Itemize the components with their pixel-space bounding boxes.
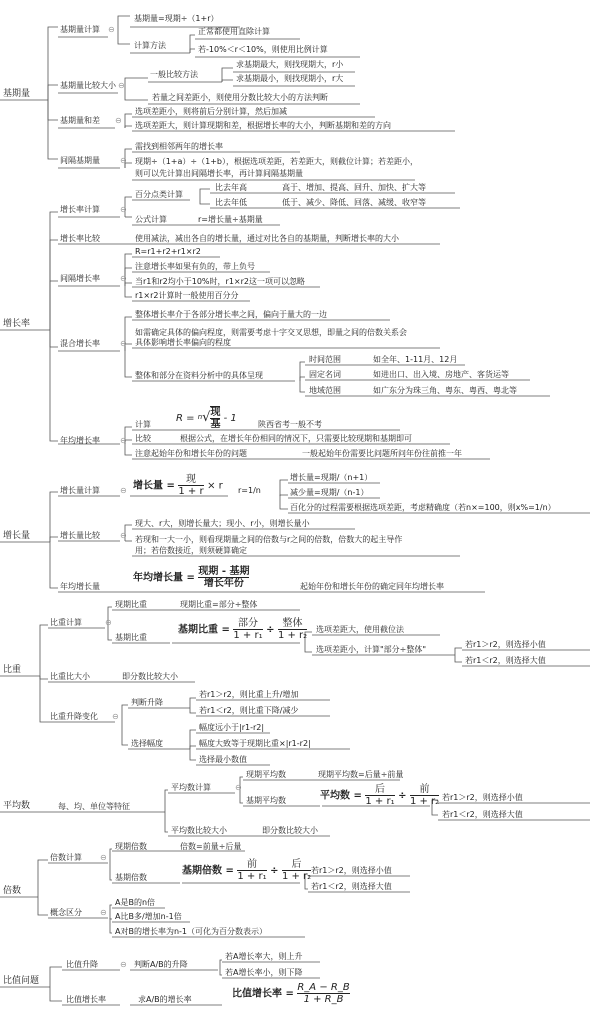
formula-annual-amount [133, 566, 249, 589]
node-current-proportion: 现期比重 [115, 600, 147, 609]
formula-annual-amount-den: 增长年份 [203, 578, 244, 589]
collapse-toggle-icon[interactable]: ⊖ [118, 81, 125, 90]
collapse-toggle-icon[interactable]: ⊖ [120, 205, 127, 214]
node-large-gap: 选项差距大，则计算现期和差，根据增长率的大小，判断基期和差的方向 [135, 121, 391, 130]
node-fraction-compare: 若量之间差距小，则使用分数比较大小的方法判断 [152, 93, 328, 102]
node-max-base: 求基期最大，则找现期大，r小 [236, 60, 344, 69]
formula-whole: 整体 [278, 618, 307, 630]
node-average-r1-lt-r2: 若r1＜r2，则选择大值 [442, 810, 523, 819]
formula-r-label: R = [176, 413, 195, 424]
formula-r-minus: - 1 [223, 413, 237, 424]
formula-average-label: 平均数 = [320, 790, 362, 802]
formula-part: 部分 [233, 618, 262, 630]
formula-ratio-growth [232, 982, 350, 1005]
node-rate-formula: r=增长量÷基期量 [198, 215, 263, 224]
node-current-average-formula: 现期平均数=后量÷前量 [318, 770, 404, 779]
node-year-issue: 注意起始年份和增长年份的问题 [135, 449, 247, 458]
node-base-compare: 基期量比较大小 [60, 81, 116, 90]
formula-annual-amount-num: 现期 - 基期 [198, 566, 250, 577]
node-higher-than-last: 比去年高 [215, 183, 247, 192]
node-base-calc: 基期量计算 [60, 25, 100, 34]
formula-base-multiple [182, 859, 311, 882]
node-lower-than-last: 比去年低 [215, 198, 247, 207]
node-time-range: 时间范围 [309, 355, 341, 364]
node-truncate: 选项差距大，使用截位法 [316, 625, 404, 634]
node-region-range-eg: 如广东分为珠三角、粤东、粤西、粤北等 [373, 386, 517, 395]
formula-growth-label: 增长量 = [133, 480, 175, 492]
node-r1-gt-r2-small: 若r1＞r2，则选择小值 [465, 640, 546, 649]
node-growth-rate: 增长率 [3, 319, 31, 329]
node-small-gap: 选项差距小，则将前后分别计算，然后加减 [135, 107, 287, 116]
node-a-more-than-b: A比B多/增加n-1倍 [115, 912, 182, 921]
node-lower-words: 低于、减少、降低、回落、减缓、收窄等 [282, 198, 426, 207]
node-a-growth-b: A对B的增长率为n-1（可化为百分数表示） [115, 927, 268, 936]
node-negative-sign: 注意增长率如果有负的，带上负号 [135, 262, 255, 271]
collapse-toggle-icon[interactable]: ⊖ [112, 712, 119, 721]
formula-multiple-r2: 1 + r₂ [281, 871, 312, 882]
node-ratio-calc: 若-10%＜r＜10%，则使用比例计算 [198, 45, 328, 54]
node-a-rate-small: 若A增长率小，则下降 [225, 968, 303, 977]
formula-growth-amount [133, 474, 223, 497]
formula-average-divide: ÷ [398, 790, 407, 802]
node-fixed-noun: 固定名词 [309, 370, 341, 379]
node-a-rate-large: 若A增长率大，则上升 [225, 952, 303, 961]
node-proportion-change: 比重升降变化 [50, 712, 98, 721]
formula-growth-num: 现 [178, 474, 203, 486]
node-higher-words: 高于、增加、提高、回升、加快、扩大等 [282, 183, 426, 192]
node-choose-range: 选择幅度 [131, 739, 163, 748]
node-average: 平均数 [3, 801, 31, 811]
node-base-average: 基期平均数 [246, 796, 286, 805]
node-amount-compare-1: 现大、r大，则增长量大；现小、r小，则增长量小 [135, 519, 310, 528]
formula-one-plus-rb: 1 + R_B [303, 994, 344, 1005]
node-calc-method: 计算方法 [134, 41, 166, 50]
formula-r-base: 基 [210, 419, 221, 430]
formula-average-r1: 1 + r₁ [365, 796, 395, 807]
formula-average-r2: 1 + r₂ [409, 796, 440, 807]
node-r-one-over-n: r=1/n [238, 486, 261, 495]
node-ignore-term: 当r1和r2均小于10%时，r1×r2这一项可以忽略 [135, 277, 305, 286]
node-annual-compare-desc: 根据公式，在增长年份相同的情况下，只需要比较现期和基期即可 [180, 434, 412, 443]
node-average-calc: 平均数计算 [171, 783, 211, 792]
formula-before: 前 [410, 784, 439, 796]
node-multiple: 倍数 [3, 886, 22, 896]
node-concept: 概念区分 [50, 908, 82, 917]
formula-multiple-after: 后 [282, 859, 311, 871]
node-proportion: 比重 [3, 665, 22, 675]
node-ratio-rise-fall: 比值升降 [66, 960, 98, 969]
node-whole-part: 整体和部分在资料分析中的具体呈现 [135, 371, 263, 380]
node-interval-rate-formula: R=r1+r2+r1×r2 [135, 247, 201, 256]
formula-multiple-r1: 1 + r₁ [237, 871, 267, 882]
node-base-period: 基期量 [3, 89, 31, 99]
node-decrease-amount: 减少量=现期/（n-1） [290, 488, 369, 497]
node-fraction-size: 即分数比较大小 [122, 672, 178, 681]
node-base-proportion: 基期比重 [115, 633, 147, 642]
node-ratio-growth: 比值增长率 [66, 995, 106, 1004]
node-average-feature: 每、均、单位等特征 [58, 802, 130, 811]
collapse-toggle-icon[interactable]: ⊖ [100, 908, 107, 917]
node-min-value: 选择最小数值 [199, 755, 247, 764]
collapse-toggle-icon[interactable]: ⊖ [120, 531, 127, 540]
node-current-multiple: 现期倍数 [115, 842, 147, 851]
node-precision: 百化分的过程需要根据选项差距，考虑精确度（若n×=100，则x%=1/n） [290, 503, 556, 512]
formula-base-multiple-label: 基期倍数 = [182, 865, 234, 877]
node-multiple-r1-gt-r2: 若r1＞r2，则选择小值 [311, 866, 392, 875]
node-cross-idea-2: 具体影响增长率偏向的程度 [135, 338, 231, 347]
collapse-toggle-icon[interactable]: ⊖ [105, 618, 112, 627]
collapse-toggle-icon[interactable]: ⊖ [120, 486, 127, 495]
formula-after: 后 [365, 784, 394, 796]
node-current-multiple-formula: 倍数=前量÷后量 [180, 842, 242, 851]
collapse-toggle-icon[interactable]: ⊖ [120, 339, 127, 348]
node-min-base: 求基期最小，则找现期小，r大 [236, 74, 344, 83]
node-amount-compare: 增长量比较 [60, 531, 100, 540]
node-base-formula: 基期量=现期÷（1+r） [134, 14, 219, 23]
node-multiple-r1-lt-r2: 若r1＜r2，则选择大值 [311, 882, 392, 891]
collapse-toggle-icon[interactable]: ⊖ [120, 274, 127, 283]
node-find-ab-rate: 求A/B的增长率 [138, 995, 192, 1004]
node-average-r1-gt-r2: 若r1＞r2，则选择小值 [442, 793, 523, 802]
node-part-over-whole: 选项差距小，计算"部分÷整体" [316, 645, 427, 654]
formula-annual-amount-label: 年均增长量 = [133, 572, 195, 584]
node-rate-compare: 增长率比较 [60, 234, 100, 243]
node-proportion-rise: 若r1＞r2，则比重上升/增加 [199, 690, 299, 699]
formula-growth-den: 1 + r [178, 486, 204, 497]
collapse-toggle-icon[interactable]: ⊖ [235, 783, 242, 792]
node-fixed-noun-eg: 如进出口、出入境、房地产、客货运等 [373, 370, 509, 379]
formula-r-now: 现 [210, 407, 221, 418]
formula-annual-rate: R = $^n$√ 现 基 - 1 [176, 407, 237, 430]
node-interval-base: 间隔基期量 [60, 156, 100, 165]
formula-average [320, 784, 439, 807]
node-year-issue-desc: 一般起始年份需要比问题所问年份往前推一年 [302, 449, 462, 458]
node-judge-rise-fall: 判断升降 [131, 698, 163, 707]
node-annual-amount-desc: 起始年份和增长年份的确定同年均增长率 [300, 582, 444, 591]
formula-one-plus-r2: 1 + r₂ [277, 630, 308, 641]
node-amount-calc: 增长量计算 [60, 486, 100, 495]
node-interval-rate: 间隔增长率 [60, 274, 100, 283]
node-a-is-n-times-b: A是B的n倍 [115, 898, 156, 907]
formula-one-plus-r1: 1 + r₁ [233, 630, 263, 641]
node-amount-compare-2: 若现和一大一小，则看现期量之间的倍数与r之间的倍数，倍数大的起主导作 [135, 535, 403, 544]
formula-ra-rb: R_A − R_B [297, 982, 350, 993]
node-current-average: 现期平均数 [246, 770, 286, 779]
node-mixed-between: 整体增长率介于各部分增长率之间，偏向于量大的一边 [135, 310, 327, 319]
node-increase-amount: 增长量=现期/（n+1） [290, 473, 373, 482]
node-proportion-compare: 比重比大小 [50, 672, 90, 681]
node-direct-divide: 正常都使用直除计算 [198, 27, 270, 36]
collapse-toggle-icon[interactable]: ⊖ [120, 156, 127, 165]
node-formula-calc: 公式计算 [135, 215, 167, 224]
node-base-sum-diff: 基期量和差 [60, 116, 100, 125]
node-cross-idea-1: 如需确定具体的偏向程度，则需要考虑十字交叉思想，即量之间的倍数关系会 [135, 328, 407, 337]
node-adjacent-rate: 需找到相邻两年的增长率 [135, 142, 223, 151]
node-annual-compare: 比较 [135, 434, 151, 443]
node-shaanxi: 陕西省考一般不考 [258, 420, 322, 429]
formula-ratio-growth-label: 比值增长率 = [232, 988, 294, 1000]
node-mixed-rate: 混合增长率 [60, 339, 100, 348]
node-annual-rate: 年均增长率 [60, 436, 100, 445]
node-growth-amount: 增长量 [3, 531, 31, 541]
node-annual-amount: 年均增长量 [60, 582, 100, 591]
node-range-approx: 幅度大致等于现期比重×|r1-r2| [199, 739, 311, 748]
node-r1-lt-r2-large: 若r1＜r2，则选择大值 [465, 656, 546, 665]
node-annual-calc: 计算 [135, 420, 151, 429]
node-general-compare: 一般比较方法 [150, 70, 198, 79]
node-amount-compare-3: 用；若倍数接近，则须硬算确定 [135, 546, 247, 555]
node-interval-formula-2: 则可以先计算出间隔增长率，再计算间隔基期量 [135, 169, 303, 178]
node-average-compare: 平均数比较大小 [171, 826, 227, 835]
node-rate-compare-desc: 使用减法，减出各自的增长量，通过对比各自的基期量，判断增长率的大小 [135, 234, 399, 243]
node-interval-formula-1: 现期÷（1+a）÷（1+b），根据选项差距，若差距大，则截位计算；若差距小， [135, 157, 418, 166]
formula-multiple-before: 前 [237, 859, 266, 871]
node-judge-ab: 判断A/B的升降 [134, 960, 188, 969]
node-ratio-problem: 比值问题 [3, 976, 40, 986]
node-rate-calc: 增长率计算 [60, 205, 100, 214]
collapse-toggle-icon[interactable]: ⊖ [120, 960, 127, 969]
node-multiple-calc: 倍数计算 [50, 853, 82, 862]
formula-base-proportion-label: 基期比重 = [178, 624, 230, 636]
node-pct-point: 百分点类计算 [135, 190, 183, 199]
node-average-fraction: 即分数比较大小 [262, 826, 318, 835]
formula-multiple-divide: ÷ [270, 865, 279, 877]
formula-growth-mul: × r [207, 480, 223, 492]
collapse-toggle-icon[interactable]: ⊖ [100, 853, 107, 862]
node-current-proportion-formula: 现期比重=部分÷整体 [180, 600, 258, 609]
formula-divide: ÷ [266, 624, 275, 636]
node-region-range: 地域范围 [309, 386, 341, 395]
node-range-less: 幅度远小于|r1-r2| [199, 723, 265, 732]
collapse-toggle-icon[interactable]: ⊖ [120, 436, 127, 445]
node-base-multiple: 基期倍数 [115, 873, 147, 882]
collapse-toggle-icon[interactable]: ⊖ [108, 25, 115, 34]
formula-base-proportion [178, 618, 307, 641]
node-proportion-fall: 若r1＜r2，则比重下降/减少 [199, 706, 299, 715]
node-time-range-eg: 如全年、1-11月、12月 [373, 355, 458, 364]
node-proportion-calc: 比重计算 [50, 618, 82, 627]
collapse-toggle-icon[interactable]: ⊖ [115, 116, 122, 125]
node-use-percent: r1×r2计算时一般使用百分分 [135, 291, 239, 300]
